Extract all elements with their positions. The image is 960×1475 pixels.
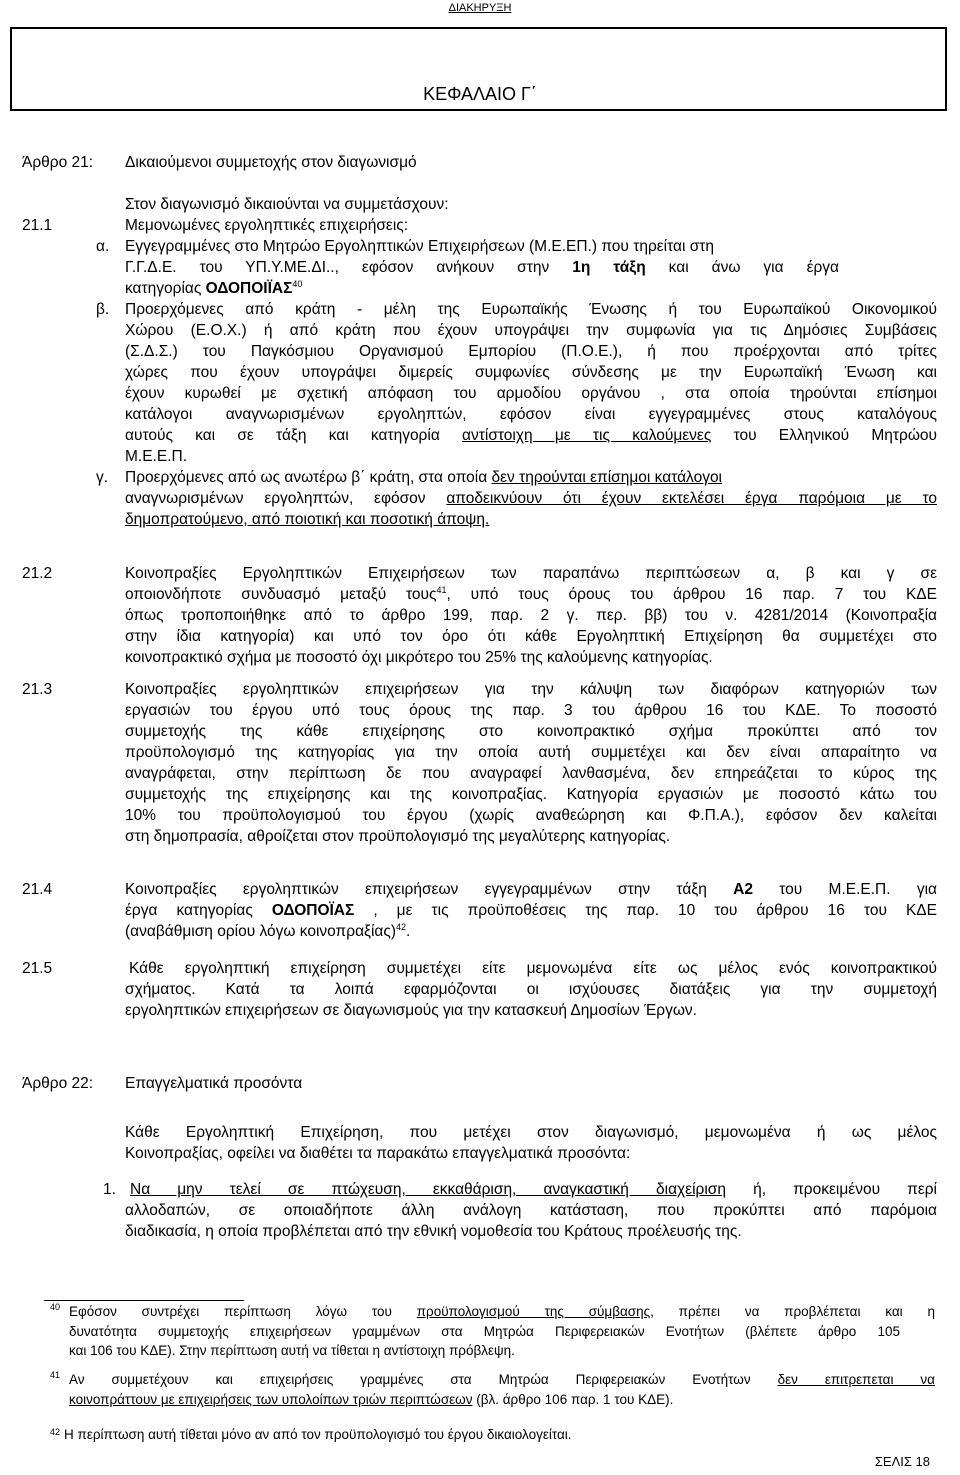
footnote-41-line-2: κοινοπράττουν με επιχειρήσεις των υπολοίπων τριών περιπτώσεων (βλ. άρθρο 106 παρ. 1 του ΚΔΕ). [69,1392,674,1407]
paragraph-21-5-line-3: εργοληπτικών επιχειρήσεων σε διαγωνισμούς για την κατασκευή Δημοσίων Έργων. [125,1002,697,1019]
footnote-42-number: 42 [50,1427,61,1437]
item-b-marker: β. [96,301,110,318]
item-a-line-1: Εγγεγραμμένες στο Μητρώο Εργοληπτικών Επιχειρήσεων (Μ.Ε.ΕΠ.) που τηρείται στη [125,238,715,255]
article-21-number: Άρθρο 21: [22,154,94,171]
article-22-item-1-line-2: αλλοδαπών, σε οποιαδήποτε άλλη ανάλογη κατάσταση, που προκύπτει από παρόμοια [125,1202,937,1219]
paragraph-21-5-line-2: σχήματος. Κατά τα λοιπά εφαρμόζονται οι ισχύουσες διατάξεις για την συμμετοχή [125,981,937,998]
footnote-40-line-1: Εφόσον συντρέχει περίπτωση λόγω του προϋπολογισμού της σύμβασης, πρέπει να προβλέπεται και η [69,1304,935,1319]
item-b-line-5: έχουν κυρωθεί με σχετική απόφαση του αρμοδίου οργάνου , στα οποία τηρούνται επίσημοι [125,385,937,402]
paragraph-21-2-line-4: στην ίδια κατηγορία) και υπό τον όρο ότι κάθε Εργοληπτική Επιχείρηση θα συμμετέχει στο [125,628,937,645]
paragraph-21-3-line-4: προϋπολογισμό της κατηγορίας για την οποία αυτή συμμετέχει και δεν είναι απαραίτητο να [125,744,937,761]
footnote-40-number: 40 [50,1302,61,1312]
paragraph-21-5-line-1: Κάθε εργοληπτική επιχείρηση συμμετέχει είτε μεμονωμένα είτε ως μέλος ενός κοινοπρακτικού [129,960,937,977]
paragraph-21-4-line-3: (αναβάθμιση ορίου λόγω κοινοπραξίας)$^{42}$. [125,921,411,940]
paragraph-21-3-line-5: αναγράφεται, στην περίπτωση δε που αναγραφεί λανθασμένα, δεν επηρεάζεται το κύρος της [125,765,937,782]
item-c-line-1: Προερχόμενες από ως ανωτέρω β΄ κράτη, στα οποία δεν τηρούνται επίσημοι κατάλογοι [125,469,723,486]
footnote-42-line-1: Η περίπτωση αυτή τίθεται μόνο αν από τον προϋπολογισμό του έργου δικαιολογείται. [64,1427,572,1442]
article-22-item-1-line-3: διαδικασία, η οποία προβλέπεται από την εθνική νομοθεσία του Κράτους προέλευσής της. [125,1223,742,1240]
paragraph-21-4-line-1: Κοινοπραξίες εργοληπτικών επιχειρήσεων εγγεγραμμένων στην τάξη Α2 του Μ.Ε.Ε.Π. για [125,881,937,898]
article-22-item-1-number: 1. [103,1181,116,1198]
page-number: ΣΕΛΙΣ 18 [874,1454,930,1469]
footnote-ref-42: 42 [396,921,407,932]
item-c-line-3: δημοπρατούμενο, από ποιοτική και ποσοτική άποψη. [125,511,490,528]
article-22-item-1-line-1: Να μην τελεί σε πτώχευση, εκκαθάριση, αναγκαστική διαχείριση ή, προκειμένου περί [130,1181,938,1198]
paragraph-21-3-line-6: συμμετοχής της επιχείρησης και της κοινοπραξίας. Κατηγορία εργασιών με ποσοστό κάτω του [125,786,937,803]
paragraph-21-2-line-2: οποιονδήποτε συνδυασμό μεταξύ τους$^{41}$, υπό τους όρους του άρθρου 16 παρ. 7 του ΚΔΕ [125,584,937,603]
footnote-41-line-1: Αν συμμετέχουν και επιχειρήσεις γραμμένες στα Μητρώα Περιφερειακών Ενοτήτων δεν επιτρεπεται να [69,1372,935,1387]
paragraph-21-2-line-3: όπως τροποποιήθηκε από το άρθρο 199, παρ. 2 γ. περ. ββ) του ν. 4281/2014 (Κοινοπραξία [125,607,937,624]
article-21-title: Δικαιούμενοι συμμετοχής στον διαγωνισμό [125,154,417,171]
document-header: ΔΙΑΚΗΡΥΞΗ [448,2,512,14]
paragraph-21-1-number: 21.1 [22,217,53,234]
footnote-40-line-3: και 106 του ΚΔΕ). Στην περίπτωση αυτή να τίθεται η αντίστοιχη πρόβλεψη. [69,1343,515,1358]
item-b-line-3: (Σ.Δ.Σ.) του Παγκόσμιου Οργανισμού Εμπορίου (Π.Ο.Ε.), ή που προέρχονται από τρίτες [125,343,937,360]
item-b-line-6: κατάλογοι αναγνωρισμένων εργοληπτών, εφόσον είναι εγγεγραμμένες στους καταλόγους [125,406,937,423]
footnote-41-number: 41 [50,1370,61,1380]
item-a-line-3: κατηγορίας ΟΔΟΠΟΙΪΑΣ$^{40}$ [125,278,303,297]
item-c-marker: γ. [96,469,109,486]
paragraph-21-3-line-8: στη δημοπρασία, αθροίζεται στον προϋπολογισμό της μεγαλύτερης κατηγορίας. [125,828,671,845]
footnote-ref-41: 41 [436,584,447,595]
item-b-line-1: Προερχόμενες από κράτη - μέλη της Ευρωπαϊκής Ένωσης ή του Ευρωπαϊκού Οικονομικού [125,301,937,318]
paragraph-21-3-line-1: Κοινοπραξίες εργοληπτικών επιχειρήσεων για την κάλυψη των διαφόρων κατηγοριών των [125,681,937,698]
paragraph-21-2-number: 21.2 [22,565,53,582]
article-22-title: Επαγγελματικά προσόντα [125,1075,303,1092]
item-b-line-2: Χώρου (Ε.Ο.Χ.) ή από κράτη που έχουν υπογράψει την συμφωνία για τις Δημόσιες Συμβάσεις [125,322,937,339]
paragraph-21-2-line-5: κοινοπρακτικό σχήμα με ποσοστό όχι μικρότερο του 25% της καλούμενης κατηγορίας. [125,649,713,666]
item-b-line-8: Μ.Ε.Ε.Π. [125,448,188,465]
paragraph-21-3-line-3: συμμετοχής της κάθε επιχείρησης στο κοινοπρακτικό σχήμα προκύπτει από τον [125,723,937,740]
paragraph-21-3-line-2: εργασιών του έργου υπό τους όρους της παρ. 3 του άρθρου 16 του ΚΔΕ. Το ποσοστό [125,702,937,719]
footnote-ref-40: 40 [292,278,303,289]
chapter-title: ΚΕΦΑΛΑΙΟ Γ΄ [423,84,537,104]
paragraph-21-3-number: 21.3 [22,681,53,698]
item-b-line-4: χώρες που έχουν υπογράψει διμερείς συμφωνίες σύνδεσης με την Ευρωπαϊκή Ένωση και [125,364,937,381]
footnote-40-line-2: δυνατότητα συμμετοχής επιχειρήσεων γραμμένων στα Μητρώα Περιφερειακών Ενοτήτων (βλέπετε άρθρο 105 [69,1324,900,1339]
article-22-intro-line-2: Κοινοπραξίας, οφείλει να διαθέτει τα παρακάτω επαγγελματικά προσόντα: [125,1145,631,1162]
item-a-marker: α. [96,238,110,255]
paragraph-21-5-number: 21.5 [22,960,53,977]
paragraph-21-4-number: 21.4 [22,881,53,898]
article-21-intro: Στον διαγωνισμό δικαιούνται να συμμετάσχουν: [125,196,449,213]
article-22-intro-line-1: Κάθε Εργοληπτική Επιχείρηση, που μετέχει στον διαγωνισμό, μεμονωμένα ή ως μέλος [125,1124,937,1141]
paragraph-21-2-line-1: Κοινοπραξίες Εργοληπτικών Επιχειρήσεων των παραπάνω περιπτώσεων α, β και γ σε [125,565,937,582]
paragraph-21-4-line-2: έργα κατηγορίας ΟΔΟΠΟΪΑΣ , με τις προϋποθέσεις της παρ. 10 του άρθρου 16 του ΚΔΕ [125,902,937,919]
item-a-line-2: Γ.Γ.Δ.Ε. του ΥΠ.Υ.ΜΕ.ΔΙ.., εφόσον ανήκουν στην 1η τάξη και άνω για έργα [125,259,840,276]
item-c-line-2: αναγνωρισμένων εργοληπτών, εφόσον αποδεικνύουν ότι έχουν εκτελέσει έργα παρόμοια με το [125,490,937,507]
item-b-line-7: αυτούς και σε τάξη και κατηγορία αντίστοιχη με τις καλούμενες του Ελληνικού Μητρώου [125,427,938,444]
footnote-separator [44,1300,244,1301]
paragraph-21-1-lead: Μεμονωμένες εργοληπτικές επιχειρήσεις: [125,217,409,234]
article-22-number: Άρθρο 22: [22,1075,94,1092]
paragraph-21-3-line-7: 10% του προϋπολογισμού του έργου (χωρίς αναθεώρηση και Φ.Π.Α.), εφόσον δεν καλείται [125,807,937,824]
